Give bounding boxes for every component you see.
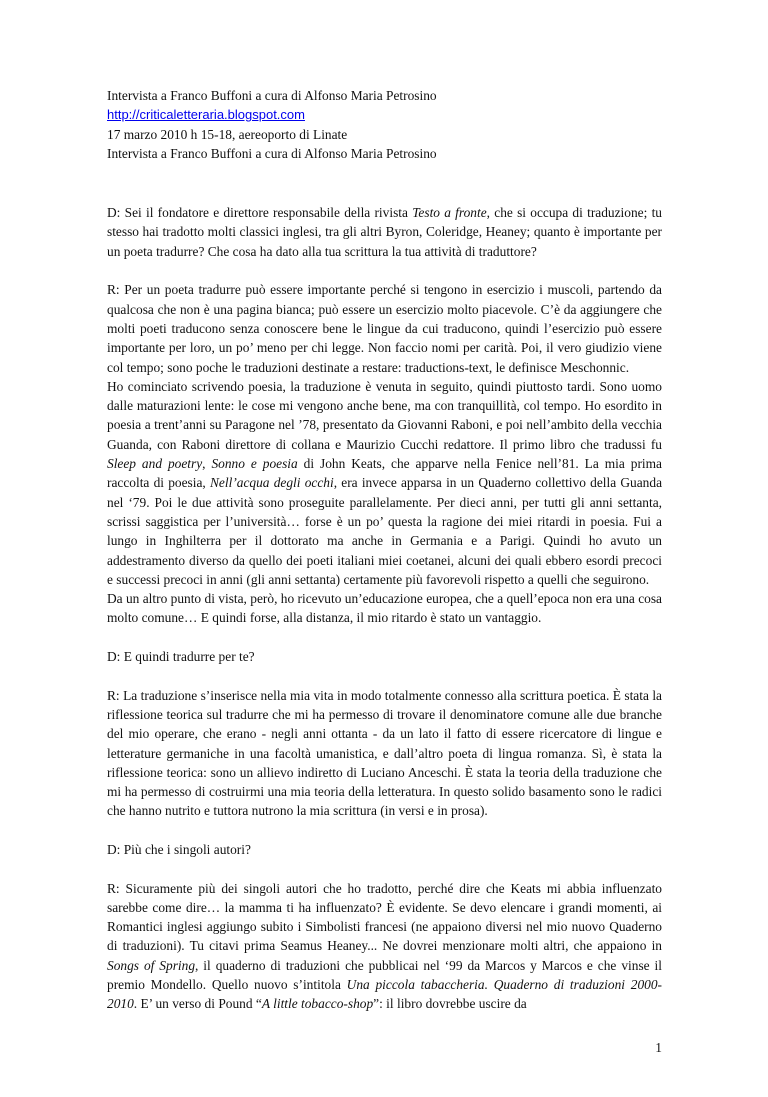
italic-title: Nell’acqua degli occhi [210,475,334,491]
paragraph [107,203,662,261]
italic-title: Sonno e poesia [211,456,298,472]
italic-title: A little tobacco-shop [261,996,374,1012]
text-segment: , che si occupa di traduzione; tu stesso hai tradotto molti classici inglesi, tra gli altri Byron, Coleridge, Heaney; quanto è importante per un poeta tradurre? Che cosa ha dato alla tua scrittura la tua attività di traduttore? [107,205,662,259]
text-segment: , il quaderno di traduzioni che pubblicai nel ‘99 da Marcos y Marcos e che vinse il premio Mondello. Quello nuovo s’intitola [107,957,662,993]
text-segment: D: Più che i singoli autori? [107,841,251,857]
paragraph [107,647,662,666]
paragraph [107,686,662,821]
text-segment: ”: il libro dovrebbe uscire da [373,996,527,1012]
document-page [107,0,662,1097]
text-segment: R: Sicuramente più dei singoli autori che ho tradotto, perché dire che Keats mi abbia influenzato sarebbe come dire… la mamma ti ha influenzato? È evidente. Se devo elencare i grandi momenti, ai Romantici inglesi aggiungo subito i Simbolisti francesi (ne appaiono diversi nel mio nuovo Quaderno di traduzioni). Tu citavi prima Seamus Heaney... Ne dovrei menzionare molti altri, che appaiono in [107,880,662,954]
text-segment: Da un altro punto di vista, però, ho ricevuto un’educazione europea, che a quell’epoca non era una cosa molto comune… E quindi forse, alla distanza, il mio ritardo è stato un vantaggio. [107,591,662,626]
interview-title: Intervista a Franco Buffoni a cura di Alfonso Maria Petrosino [107,88,437,103]
interview-title-repeat: Intervista a Franco Buffoni a cura di Alfonso Maria Petrosino [107,145,437,161]
text-segment: , [202,456,212,472]
text-segment: , era invece apparsa in un Quaderno collettivo della Guanda nel ‘79. Poi le due attività sono proseguite parallelamente. Per dieci anni, per tutti gli anni settanta, scrissi saggistica per l’università… forse è un po’ questa la ragione dei miei ritardi in poesia. Fui a lungo in Inghilterra per il dottorato ma anche in Germania e a Parigi. Quindi ho avuto un addestramento diverso da quello dei poeti italiani miei coetanei, alcuni dei quali ebbero esordi precoci e successi precoci in anni (gli anni settanta) certamente più favorevoli rispetto a quelli che seguirono. [107,475,663,587]
text-segment: R: Per un poeta tradurre può essere importante perché si tengono in esercizio i muscoli, partendo da qualcosa che non è una pagina bianca; può essere un esercizio molto piacevole. C’è da aggiungere che molti poeti traducono senza conoscere bene le lingue da cui traducono, quindi l’esercizio può essere importante per loro, un po’ meno per chi legge. Non faccio nomi per carità. Poi, il vero giudizio viene col tempo; sono poche le traduzioni destinate a restare: traductions-text, le definisce Meschonnic. [107,282,662,375]
text-segment: R: La traduzione s’inserisce nella mia vita in modo totalmente connesso alla scrittura poetica. È stata la riflessione teorica sul tradurre che mi ha permesso di trovare il denominatore comune alle due branche del mio operare, che erano - negli anni ottanta - da un lato il fatto di essere ricercatore di lingue e letterature germaniche in una facoltà umanistica, e dall’altro poeta di lingua romanza. Sì, è stata la riflessione teorica: sono un allievo indiretto di Luciano Anceschi. È stata la teoria della traduzione che mi ha permesso di costruirmi una mia teoria della letteratura. In questo solido basamento sono le radici che hanno nutrito e tuttora nutrono la mia scrittura (in versi e in prosa). [107,687,662,819]
blog-link[interactable]: http://criticaletteraria.blogspot.com [107,107,305,123]
text-segment: . E’ un verso di Pound “ [133,996,262,1012]
italic-title: Songs of Spring [107,957,196,973]
paragraph [107,840,662,859]
date-place: 17 marzo 2010 h 15-18, aereoporto di Linate [107,126,348,142]
paragraph [107,589,662,628]
paragraph [107,280,662,376]
document-header [107,86,662,163]
italic-title: Testo a fronte [412,205,487,221]
paragraph [107,377,662,589]
document-body [107,203,662,1013]
text-segment: D: Sei il fondatore e direttore responsabile della rivista [107,205,413,221]
italic-title: Sleep and poetry [107,456,203,472]
italic-title: Una piccola tabaccheria. Quaderno di traduzioni 2000-2010 [107,977,662,1012]
page-number: 1 [655,1039,662,1055]
text-segment: di John Keats, che apparve nella Fenice nell’81. La mia prima raccolta di poesia, [107,456,662,491]
text-segment: Ho cominciato scrivendo poesia, la traduzione è venuta in seguito, quindi piuttosto tardi. Sono uomo dalle maturazioni lente: le cose mi vengono anche bene, ma con tranquillità, col tempo. Ho esordito in poesia a trent’anni su Paragone nel ’78, presentato da Giovanni Raboni, e poi nell’ambito della vecchia Guanda, con Raboni direttore di collana e Maurizio Cucchi redattore. Il primo libro che tradussi fu [107,378,662,452]
text-segment: D: E quindi tradurre per te? [107,649,255,665]
paragraph [107,879,662,1014]
